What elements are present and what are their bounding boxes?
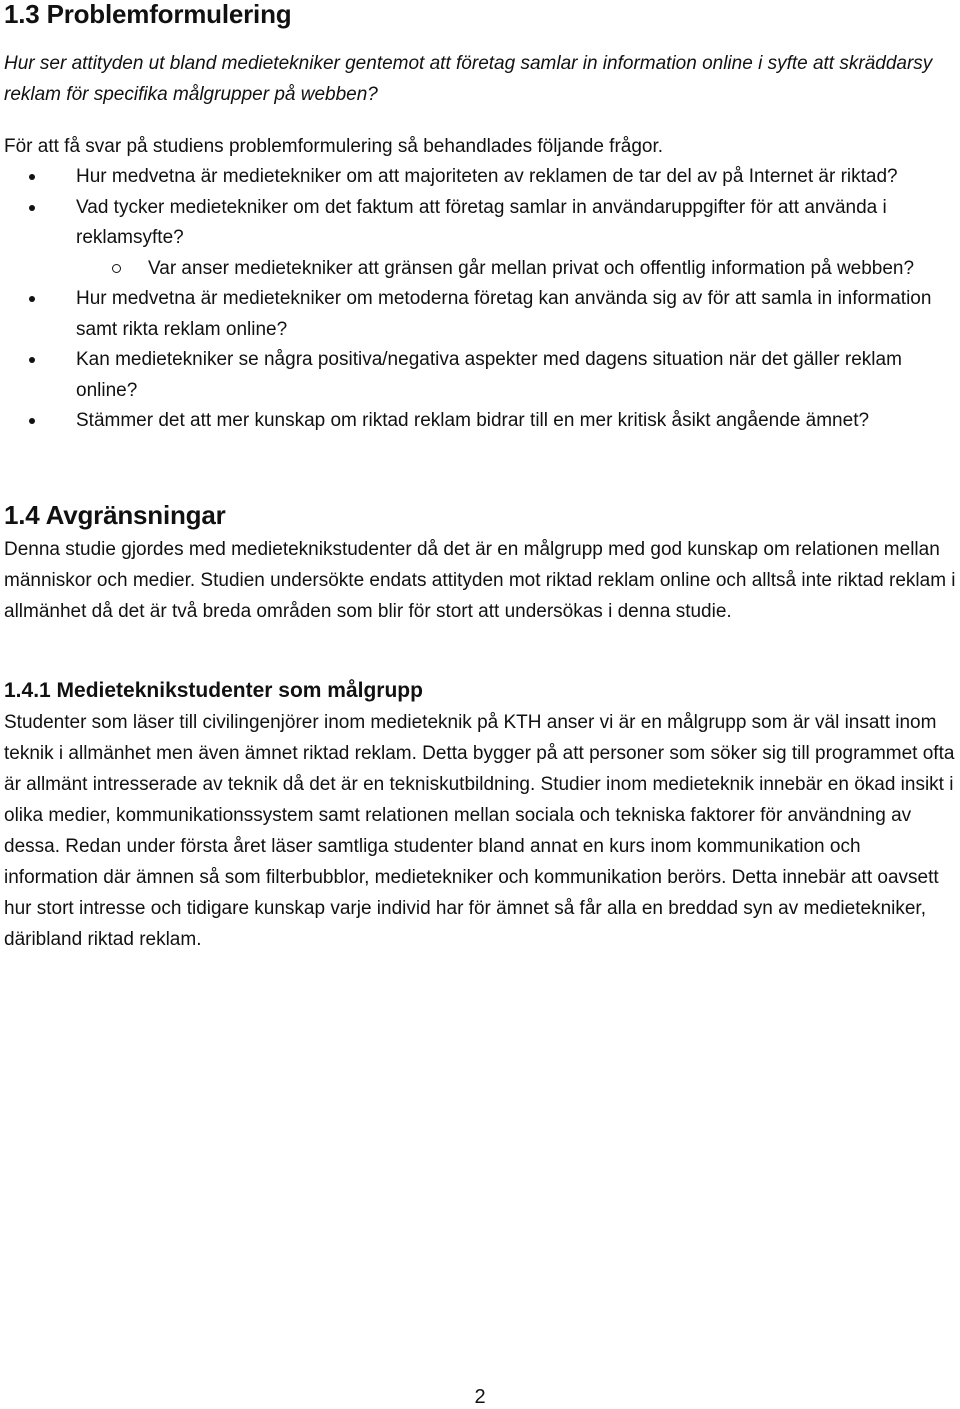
section-heading-1-4: 1.4 Avgränsningar — [4, 499, 226, 530]
document-page — [4, 0, 956, 955]
list-item: Var anser medietekniker att gränsen går mellan privat och offentlig information på webben? — [4, 254, 956, 285]
section-body-1-4-1: Studenter som läser till civilingenjörer inom medieteknik på KTH anser vi är en målgrupp som är väl insatt inom teknik i allmänhet men även ämnet riktad reklam. Detta bygger på att personer som söker sig till programmet ofta är allmänt intresserade av teknik då det är en tekniskutbildning. Studier inom medieteknik innebär en ökad insikt i olika medier, kommunikationssystem samt relationen mellan sociala och tekniska faktorer för användning av dessa. Redan under första året läser samtliga studenter bland annat en kurs inom kommunikation och information där ämnen så som filterbubblor, medietekniker och kommunikation berörs. Detta innebär att oavsett hur stort intresse och tidigare kunskap varje individ har för ämnet så får alla en breddad syn av medietekniker, däribland riktad reklam. — [4, 711, 955, 950]
page-number: 2 — [474, 1386, 486, 1408]
sub-question-list — [4, 254, 956, 285]
question-list-continued — [4, 284, 956, 437]
section-heading-1-4-1: 1.4.1 Medieteknikstudenter som målgrupp — [4, 678, 423, 702]
research-question: Hur ser attityden ut bland medietekniker gentemot att företag samlar in information online i syfte att skräddarsy reklam för specifika målgrupper på webben? — [4, 53, 933, 105]
section-body-1-4: Denna studie gjordes med medieteknikstudenter då det är en målgrupp med god kunskap om relationen mellan människor och medier. Studien undersökte endats attityden mot riktad reklam online och alltså inte riktad reklam i allmänhet då det är två breda områden som blir för stort att undersökas i denna studie. — [4, 538, 956, 622]
list-item: Kan medietekniker se några positiva/negativa aspekter med dagens situation när det gäller reklam online? — [4, 345, 956, 406]
questions-intro: För att få svar på studiens problemformulering så behandlades följande frågor. — [4, 136, 664, 157]
list-item: Hur medvetna är medietekniker om att majoriteten av reklamen de tar del av på Internet är riktad? — [4, 162, 956, 193]
list-item: Hur medvetna är medietekniker om metoderna företag kan använda sig av för att samla in information samt rikta reklam online? — [4, 284, 956, 345]
list-item: Stämmer det att mer kunskap om riktad reklam bidrar till en mer kritisk åsikt angående ämnet? — [4, 406, 956, 437]
list-item: Vad tycker medietekniker om det faktum att företag samlar in användaruppgifter för att använda i reklamsyfte? — [4, 193, 956, 254]
question-list — [4, 162, 956, 254]
section-heading-1-3: 1.3 Problemformulering — [4, 0, 292, 29]
